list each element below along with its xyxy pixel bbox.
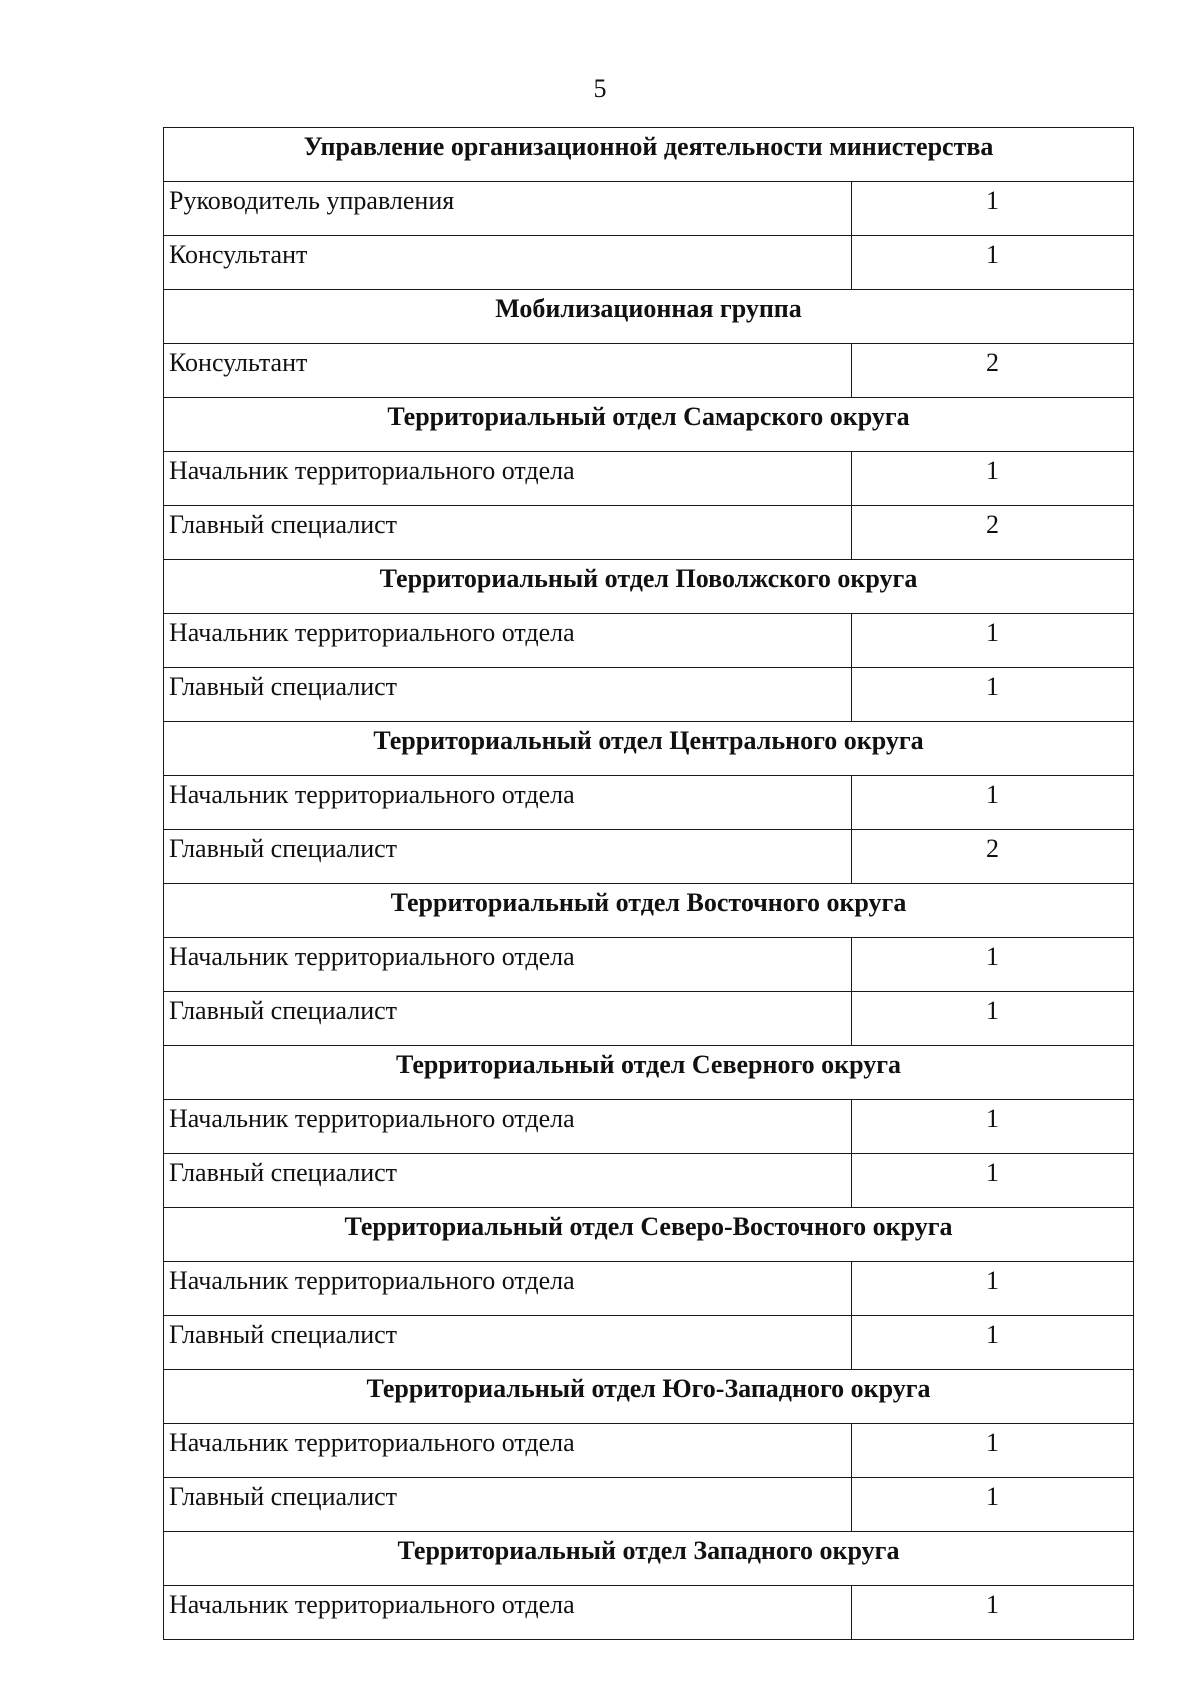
position-title: Начальник территориального отдела xyxy=(164,938,852,992)
position-title: Главный специалист xyxy=(164,668,852,722)
table-row xyxy=(164,830,1134,884)
position-count: 1 xyxy=(852,1316,1134,1370)
position-title: Начальник территориального отдела xyxy=(164,1100,852,1154)
section-header-row xyxy=(164,1532,1134,1586)
position-count: 1 xyxy=(852,938,1134,992)
position-count: 1 xyxy=(852,452,1134,506)
position-title: Главный специалист xyxy=(164,830,852,884)
table-row xyxy=(164,452,1134,506)
staffing-table-body xyxy=(164,128,1134,1640)
position-title: Главный специалист xyxy=(164,1316,852,1370)
table-row xyxy=(164,1262,1134,1316)
staffing-table xyxy=(163,127,1134,1640)
section-header-row xyxy=(164,560,1134,614)
position-count: 1 xyxy=(852,776,1134,830)
section-heading: Территориальный отдел Восточного округа xyxy=(164,884,1134,938)
table-row xyxy=(164,1316,1134,1370)
position-title: Начальник территориального отдела xyxy=(164,614,852,668)
section-header-row xyxy=(164,128,1134,182)
position-title: Главный специалист xyxy=(164,1154,852,1208)
section-heading: Территориальный отдел Поволжского округа xyxy=(164,560,1134,614)
table-row xyxy=(164,506,1134,560)
position-title: Начальник территориального отдела xyxy=(164,776,852,830)
section-heading: Мобилизационная группа xyxy=(164,290,1134,344)
section-header-row xyxy=(164,884,1134,938)
section-header-row xyxy=(164,722,1134,776)
table-row xyxy=(164,1478,1134,1532)
table-row xyxy=(164,1424,1134,1478)
position-count: 1 xyxy=(852,236,1134,290)
section-header-row xyxy=(164,398,1134,452)
section-header-row xyxy=(164,290,1134,344)
section-heading: Территориальный отдел Самарского округа xyxy=(164,398,1134,452)
table-row xyxy=(164,1586,1134,1640)
section-heading: Территориальный отдел Северо-Восточного округа xyxy=(164,1208,1134,1262)
position-count: 1 xyxy=(852,1586,1134,1640)
position-title: Начальник территориального отдела xyxy=(164,452,852,506)
table-row xyxy=(164,992,1134,1046)
section-header-row xyxy=(164,1208,1134,1262)
position-title: Главный специалист xyxy=(164,1478,852,1532)
section-heading: Территориальный отдел Центрального округа xyxy=(164,722,1134,776)
position-count: 2 xyxy=(852,506,1134,560)
page-number: 5 xyxy=(593,74,607,103)
table-row xyxy=(164,236,1134,290)
position-count: 1 xyxy=(852,1478,1134,1532)
table-row xyxy=(164,668,1134,722)
table-row xyxy=(164,1100,1134,1154)
table-row xyxy=(164,344,1134,398)
section-heading: Управление организационной деятельности министерства xyxy=(164,128,1134,182)
position-count: 1 xyxy=(852,668,1134,722)
position-title: Главный специалист xyxy=(164,992,852,1046)
position-count: 1 xyxy=(852,1100,1134,1154)
section-header-row xyxy=(164,1370,1134,1424)
position-count: 1 xyxy=(852,182,1134,236)
table-row xyxy=(164,614,1134,668)
position-count: 2 xyxy=(852,344,1134,398)
position-count: 1 xyxy=(852,614,1134,668)
position-title: Консультант xyxy=(164,344,852,398)
position-count: 1 xyxy=(852,1154,1134,1208)
position-title: Главный специалист xyxy=(164,506,852,560)
position-count: 2 xyxy=(852,830,1134,884)
position-title: Руководитель управления xyxy=(164,182,852,236)
section-heading: Территориальный отдел Западного округа xyxy=(164,1532,1134,1586)
table-row xyxy=(164,938,1134,992)
position-count: 1 xyxy=(852,1424,1134,1478)
table-row xyxy=(164,1154,1134,1208)
section-heading: Территориальный отдел Юго-Западного округа xyxy=(164,1370,1134,1424)
section-header-row xyxy=(164,1046,1134,1100)
position-title: Начальник территориального отдела xyxy=(164,1424,852,1478)
table-row xyxy=(164,776,1134,830)
position-count: 1 xyxy=(852,1262,1134,1316)
section-heading: Территориальный отдел Северного округа xyxy=(164,1046,1134,1100)
position-title: Консультант xyxy=(164,236,852,290)
position-count: 1 xyxy=(852,992,1134,1046)
table-row xyxy=(164,182,1134,236)
position-title: Начальник территориального отдела xyxy=(164,1262,852,1316)
position-title: Начальник территориального отдела xyxy=(164,1586,852,1640)
